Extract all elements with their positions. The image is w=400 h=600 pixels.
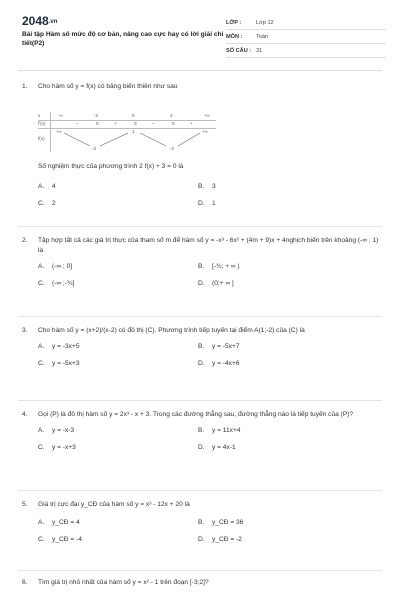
question-divider [18,490,382,491]
site-logo[interactable]: 2048.vn [22,14,58,28]
option-a[interactable]: A. y = -3x+5 [38,343,80,350]
variation-arrows [38,112,216,154]
option-a[interactable]: A. y_CĐ = 4 [38,519,80,526]
option-d[interactable]: D. (0;+ ∞ ] [198,280,234,287]
question-5: 5. Giá trị cực đại y_CĐ của hàm số y = x³ - 12x + 20 là A. y_CĐ = 4 B. y_CĐ = 36 C. y_CĐ = -4 D. y_CĐ = -2 [22,500,382,552]
option-c[interactable]: C. (-∞ ;-¾] [38,280,75,287]
question-1: 1. Cho hàm số y = f(x) có bảng biến thiên như sau [22,83,178,90]
document-title: Bài tập Hàm số mức độ cơ bản, nâng cao cực hay có lời giải chi tiết(P2) [22,31,224,47]
arrow-up-1 [100,133,128,146]
question-2: 2. Tập hợp tất cả các giá trị thực của tham số m để hàm số y = -x³ - 6x² + (4m + 9)x + 4nghịch biến trên khoảng (-∞ ; 1) là A. (-∞ ; 0] B. [-¾; + ∞ ) C. (-∞ ;-¾] D. (0;+ ∞ ] [22,236,382,296]
variation-table: x -∞ -2 0 2 +∞ f'(x) − 0 + 0 − 0 + f(x) +∞ -2 1 -2 +∞ [38,112,216,154]
option-a[interactable]: A. 4 [38,183,56,190]
option-b[interactable]: B. 3 [198,183,216,190]
option-b[interactable]: B. y_CĐ = 36 [198,519,244,526]
option-d[interactable]: D. 1 [198,200,216,207]
question-4: 4. Gọi (P) là đồ thị hàm số y = 2x³ - x + 3. Trong các đường thẳng sau, đường thẳng nào là tiếp tuyến của (P)? A. y = -x-3 B. y = 11x+4 C. y = -x+3 D. y = 4x-1 [22,410,382,460]
meta-row-subject: MÔN : Toán [226,30,386,44]
option-c[interactable]: C. y_CĐ = -4 [38,536,82,543]
option-b[interactable]: B. y = 11x+4 [198,427,241,434]
option-d[interactable]: D. y_CĐ = -2 [198,536,242,543]
question-6: 6. Tìm giá trị nhỏ nhất của hàm số y = x² - 1 trên đoạn [-3;2]? [22,579,209,586]
option-d[interactable]: D. y = -4x+6 [198,360,240,367]
question-1-options [38,182,382,216]
header-divider [18,70,382,71]
question-2-options [38,262,382,296]
option-c[interactable]: C. 2 [38,200,56,207]
option-b[interactable]: B. [-¾; + ∞ ) [198,263,240,270]
question-5-options [38,518,382,552]
question-3: 3. Cho hàm số y = (x+2)/(x-2) có đồ thị (C). Phương trình tiếp tuyến tại điểm A(1;-2) của (C) là A. y = -3x+5 B. y = -5x+7 C. y = -5x+3 D. y = -4x+6 [22,326,382,376]
question-divider [18,570,382,571]
option-a[interactable]: A. (-∞ ; 0] [38,263,73,270]
option-a[interactable]: A. y = -x-3 [38,427,75,434]
arrow-down-2 [140,133,166,146]
option-d[interactable]: D. y = 4x-1 [198,444,236,451]
option-c[interactable]: C. y = -5x+3 [38,360,80,367]
meta-row-count: SỐ CÂU : 31 [226,44,386,58]
question-3-options [38,342,382,376]
arrow-down-1 [64,133,90,146]
arrow-up-2 [178,133,200,146]
meta-box [226,16,386,58]
option-c[interactable]: C. y = -x+3 [38,444,76,451]
question-divider [18,226,382,227]
option-b[interactable]: B. y = -5x+7 [198,343,240,350]
question-4-options [38,426,382,460]
question-1-sub: Số nghiệm thực của phương trình 2 f(x) + 3 = 0 là A. 4 B. 3 C. 2 D. 1 [22,162,382,216]
question-divider [18,400,382,401]
meta-row-class: LỚP : Lớp 12 [226,16,386,30]
question-divider [18,316,382,317]
